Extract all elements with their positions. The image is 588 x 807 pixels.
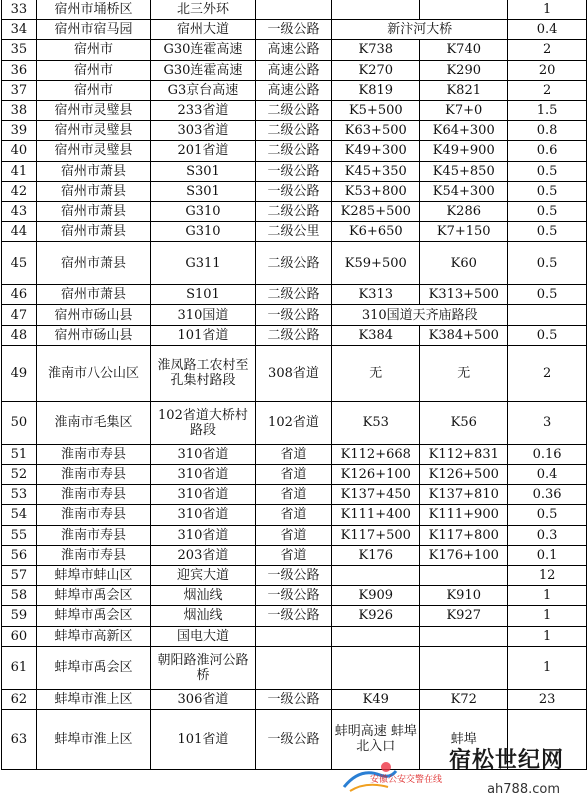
table-row — [2, 325, 587, 345]
cell-end: K117+800 — [420, 525, 508, 545]
table-row — [2, 60, 587, 80]
cell-location: 宿州市砀山县 — [36, 325, 151, 345]
cell-location: 宿州市萧县 — [36, 181, 151, 201]
cell-location: 淮南市寿县 — [36, 525, 151, 545]
cell-number: 46 — [2, 285, 37, 305]
table-row — [2, 20, 587, 40]
cell-road: 淮凤路工农村至孔集村路段 — [151, 345, 255, 401]
cell-number: 53 — [2, 485, 37, 505]
table-row — [2, 345, 587, 401]
cell-section-span: 310国道天齐庙路段 — [332, 305, 508, 325]
cell-number: 42 — [2, 181, 37, 201]
cell-end: K740 — [420, 40, 508, 60]
table-row — [2, 444, 587, 464]
cell-road: G310 — [151, 201, 255, 221]
cell-end: K290 — [420, 60, 508, 80]
cell-grade: 二级公路 — [255, 121, 332, 141]
cell-number: 61 — [2, 646, 37, 689]
cell-number: 51 — [2, 444, 37, 464]
cell-road: G3京台高速 — [151, 80, 255, 100]
cell-road: S301 — [151, 181, 255, 201]
cell-start: K59+500 — [332, 242, 420, 285]
cell-length — [508, 709, 587, 769]
cell-road: 烟汕线 — [151, 606, 255, 626]
cell-length: 0.5 — [508, 201, 587, 221]
cell-road: 国电大道 — [151, 626, 255, 646]
table-row — [2, 305, 587, 325]
table-row — [2, 525, 587, 545]
cell-number: 45 — [2, 242, 37, 285]
table-row — [2, 141, 587, 161]
cell-number: 57 — [2, 565, 37, 585]
cell-location: 蚌埠市高新区 — [36, 626, 151, 646]
cell-end: K64+300 — [420, 121, 508, 141]
cell-number: 60 — [2, 626, 37, 646]
cell-start: K313 — [332, 285, 420, 305]
cell-road: G30连霍高速 — [151, 40, 255, 60]
cell-grade: 高速公路 — [255, 40, 332, 60]
cell-location: 淮南市寿县 — [36, 465, 151, 485]
cell-number: 43 — [2, 201, 37, 221]
cell-grade: 一级公路 — [255, 709, 332, 769]
cell-road: 北三外环 — [151, 0, 255, 20]
cell-location: 淮南市寿县 — [36, 545, 151, 565]
table-row — [2, 80, 587, 100]
cell-number: 38 — [2, 100, 37, 120]
table-row — [2, 689, 587, 709]
cell-length: 1.5 — [508, 100, 587, 120]
cell-road: 310省道 — [151, 444, 255, 464]
table-row — [2, 646, 587, 689]
table-row — [2, 285, 587, 305]
cell-start: 蚌明高速 蚌埠北入口 — [332, 709, 420, 769]
table-row — [2, 100, 587, 120]
cell-location: 宿州市 — [36, 80, 151, 100]
cell-length: 12 — [508, 565, 587, 585]
cell-number: 34 — [2, 20, 37, 40]
cell-end: K7+0 — [420, 100, 508, 120]
cell-end: K54+300 — [420, 181, 508, 201]
cell-length: 0.5 — [508, 242, 587, 285]
cell-road: S101 — [151, 285, 255, 305]
cell-number: 33 — [2, 0, 37, 20]
table-row — [2, 586, 587, 606]
cell-section-span: 新汴河大桥 — [332, 20, 508, 40]
cell-road: 233省道 — [151, 100, 255, 120]
cell-road: 303省道 — [151, 121, 255, 141]
table-row — [2, 181, 587, 201]
cell-grade — [255, 626, 332, 646]
cell-number: 44 — [2, 222, 37, 242]
cell-number: 39 — [2, 121, 37, 141]
cell-start: K137+450 — [332, 485, 420, 505]
cell-road: 306省道 — [151, 689, 255, 709]
cell-grade: 308省道 — [255, 345, 332, 401]
cell-start: K111+400 — [332, 505, 420, 525]
cell-end — [420, 646, 508, 689]
cell-end: K49+900 — [420, 141, 508, 161]
cell-start: K53+800 — [332, 181, 420, 201]
cell-location: 蚌埠市淮上区 — [36, 709, 151, 769]
cell-end: K821 — [420, 80, 508, 100]
cell-grade: 一级公路 — [255, 689, 332, 709]
cell-location: 淮南市寿县 — [36, 505, 151, 525]
cell-grade: 二级公路 — [255, 325, 332, 345]
cell-road: 310国道 — [151, 305, 255, 325]
cell-length: 23 — [508, 689, 587, 709]
cell-start: K926 — [332, 606, 420, 626]
table-row — [2, 161, 587, 181]
cell-number: 56 — [2, 545, 37, 565]
cell-start: K49+300 — [332, 141, 420, 161]
cell-location: 宿州市灵璧县 — [36, 141, 151, 161]
cell-grade: 二级公路 — [255, 285, 332, 305]
cell-start: K285+500 — [332, 201, 420, 221]
cell-end: K384+500 — [420, 325, 508, 345]
cell-location: 蚌埠市禹会区 — [36, 586, 151, 606]
table-row — [2, 121, 587, 141]
cell-length: 0.4 — [508, 20, 587, 40]
cell-number: 62 — [2, 689, 37, 709]
table-row — [2, 0, 587, 20]
cell-end: K286 — [420, 201, 508, 221]
cell-location: 蚌埠市禹会区 — [36, 606, 151, 626]
cell-grade: 一级公路 — [255, 161, 332, 181]
cell-start: K270 — [332, 60, 420, 80]
cell-start: K126+100 — [332, 465, 420, 485]
cell-grade: 省道 — [255, 505, 332, 525]
cell-location: 宿州市 — [36, 40, 151, 60]
cell-road: 310省道 — [151, 505, 255, 525]
cell-length: 0.5 — [508, 181, 587, 201]
cell-end: K176+100 — [420, 545, 508, 565]
table-row — [2, 201, 587, 221]
table-row — [2, 709, 587, 769]
cell-grade: 一级公路 — [255, 305, 332, 325]
cell-length: 1 — [508, 0, 587, 20]
cell-start: K112+668 — [332, 444, 420, 464]
cell-location: 蚌埠市禹会区 — [36, 646, 151, 689]
cell-end: 蚌埠 — [420, 709, 508, 769]
cell-end: K56 — [420, 401, 508, 444]
cell-number: 48 — [2, 325, 37, 345]
cell-length: 0.1 — [508, 545, 587, 565]
cell-grade — [255, 0, 332, 20]
cell-grade — [255, 646, 332, 689]
cell-road: 烟汕线 — [151, 586, 255, 606]
cell-road: 310省道 — [151, 465, 255, 485]
cell-length: 2 — [508, 80, 587, 100]
cell-length: 2 — [508, 345, 587, 401]
cell-road: 310省道 — [151, 485, 255, 505]
cell-location: 蚌埠市淮上区 — [36, 689, 151, 709]
cell-grade: 高速公路 — [255, 60, 332, 80]
cell-length: 0.5 — [508, 285, 587, 305]
table-row — [2, 222, 587, 242]
table-row — [2, 505, 587, 525]
cell-start: K53 — [332, 401, 420, 444]
cell-grade: 一级公路 — [255, 181, 332, 201]
cell-grade: 一级公路 — [255, 20, 332, 40]
cell-location: 宿州市萧县 — [36, 242, 151, 285]
cell-location: 宿州市萧县 — [36, 285, 151, 305]
cell-road: 101省道 — [151, 325, 255, 345]
cell-length: 0.5 — [508, 325, 587, 345]
cell-length: 3 — [508, 401, 587, 444]
cell-end: K910 — [420, 586, 508, 606]
cell-end: K313+500 — [420, 285, 508, 305]
cell-location: 宿州市灵璧县 — [36, 121, 151, 141]
cell-road: G311 — [151, 242, 255, 285]
cell-grade: 102省道 — [255, 401, 332, 444]
cell-location: 宿州市萧县 — [36, 222, 151, 242]
cell-length: 2 — [508, 40, 587, 60]
cell-road: 201省道 — [151, 141, 255, 161]
cell-road: 203省道 — [151, 545, 255, 565]
cell-number: 59 — [2, 606, 37, 626]
cell-grade: 一级公路 — [255, 606, 332, 626]
table-row — [2, 242, 587, 285]
cell-road: 101省道 — [151, 709, 255, 769]
cell-length: 1 — [508, 586, 587, 606]
cell-grade: 二级公路 — [255, 242, 332, 285]
cell-grade: 二级公路 — [255, 201, 332, 221]
cell-start: K384 — [332, 325, 420, 345]
cell-number: 36 — [2, 60, 37, 80]
table-body — [2, 0, 587, 769]
cell-road: G30连霍高速 — [151, 60, 255, 80]
cell-road: 102省道大桥村路段 — [151, 401, 255, 444]
cell-end: K126+500 — [420, 465, 508, 485]
cell-location: 淮南市毛集区 — [36, 401, 151, 444]
cell-location: 淮南市八公山区 — [36, 345, 151, 401]
cell-road: 宿州大道 — [151, 20, 255, 40]
cell-location: 宿州市萧县 — [36, 161, 151, 181]
cell-length: 0.6 — [508, 141, 587, 161]
cell-end: K45+850 — [420, 161, 508, 181]
cell-number: 52 — [2, 465, 37, 485]
cell-end — [420, 565, 508, 585]
cell-grade: 省道 — [255, 444, 332, 464]
cell-length: 20 — [508, 60, 587, 80]
cell-location: 淮南市寿县 — [36, 444, 151, 464]
cell-length: 0.16 — [508, 444, 587, 464]
cell-location: 宿州市灵璧县 — [36, 100, 151, 120]
cell-end — [420, 0, 508, 20]
cell-start: K738 — [332, 40, 420, 60]
cell-road: 朝阳路淮河公路桥 — [151, 646, 255, 689]
cell-length: 0.5 — [508, 222, 587, 242]
cell-length: 1 — [508, 606, 587, 626]
cell-grade: 高速公路 — [255, 80, 332, 100]
cell-number: 40 — [2, 141, 37, 161]
cell-length: 0.4 — [508, 465, 587, 485]
cell-length — [508, 305, 587, 325]
table-row — [2, 465, 587, 485]
cell-grade: 省道 — [255, 485, 332, 505]
cell-end: K111+900 — [420, 505, 508, 525]
cell-number: 55 — [2, 525, 37, 545]
cell-grade: 二级公里 — [255, 222, 332, 242]
cell-number: 50 — [2, 401, 37, 444]
cell-start: K6+650 — [332, 222, 420, 242]
cell-end: K7+150 — [420, 222, 508, 242]
cell-number: 37 — [2, 80, 37, 100]
cell-number: 54 — [2, 505, 37, 525]
cell-start — [332, 626, 420, 646]
cell-road: S301 — [151, 161, 255, 181]
cell-start: K63+500 — [332, 121, 420, 141]
cell-grade: 二级公路 — [255, 100, 332, 120]
cell-start: K5+500 — [332, 100, 420, 120]
cell-location: 蚌埠市蚌山区 — [36, 565, 151, 585]
cell-grade: 一级公路 — [255, 586, 332, 606]
cell-end: K72 — [420, 689, 508, 709]
cell-start — [332, 0, 420, 20]
cell-end: 无 — [420, 345, 508, 401]
cell-location: 淮南市寿县 — [36, 485, 151, 505]
cell-length: 1 — [508, 646, 587, 689]
cell-road: 迎宾大道 — [151, 565, 255, 585]
cell-road: G310 — [151, 222, 255, 242]
road-section-table — [1, 0, 587, 770]
cell-grade: 省道 — [255, 525, 332, 545]
cell-number: 41 — [2, 161, 37, 181]
cell-location: 宿州市 — [36, 60, 151, 80]
cell-grade: 二级公路 — [255, 141, 332, 161]
cell-end — [420, 626, 508, 646]
cell-number: 58 — [2, 586, 37, 606]
cell-end: K60 — [420, 242, 508, 285]
cell-grade: 省道 — [255, 465, 332, 485]
watermark-url: ah788.com — [487, 782, 560, 797]
cell-start: K45+350 — [332, 161, 420, 181]
cell-start: K176 — [332, 545, 420, 565]
cell-location: 宿州市宿马园 — [36, 20, 151, 40]
cell-start: K117+500 — [332, 525, 420, 545]
cell-start — [332, 565, 420, 585]
cell-number: 63 — [2, 709, 37, 769]
table-row — [2, 606, 587, 626]
cell-road: 310省道 — [151, 525, 255, 545]
cell-location: 宿州市萧县 — [36, 201, 151, 221]
table-row — [2, 401, 587, 444]
cell-length: 0.36 — [508, 485, 587, 505]
cell-start: K49 — [332, 689, 420, 709]
cell-length: 0.8 — [508, 121, 587, 141]
cell-end: K112+831 — [420, 444, 508, 464]
cell-length: 0.3 — [508, 525, 587, 545]
watermark-title: 宿松世纪网 — [448, 748, 564, 773]
table-row — [2, 626, 587, 646]
table-row — [2, 40, 587, 60]
cell-grade: 省道 — [255, 545, 332, 565]
cell-start: K909 — [332, 586, 420, 606]
cell-end: K137+810 — [420, 485, 508, 505]
cell-length: 0.5 — [508, 505, 587, 525]
cell-grade: 一级公路 — [255, 565, 332, 585]
cell-length: 0.5 — [508, 161, 587, 181]
cell-start: 无 — [332, 345, 420, 401]
cell-length: 1 — [508, 626, 587, 646]
watermark-sub: 安徽公安交警在线 — [370, 775, 443, 785]
cell-number: 47 — [2, 305, 37, 325]
cell-number: 35 — [2, 40, 37, 60]
cell-end: K927 — [420, 606, 508, 626]
table-row — [2, 485, 587, 505]
cell-location: 宿州市砀山县 — [36, 305, 151, 325]
table-row — [2, 565, 587, 585]
cell-location: 宿州市埇桥区 — [36, 0, 151, 20]
cell-number: 49 — [2, 345, 37, 401]
table-row — [2, 545, 587, 565]
cell-start — [332, 646, 420, 689]
cell-start: K819 — [332, 80, 420, 100]
